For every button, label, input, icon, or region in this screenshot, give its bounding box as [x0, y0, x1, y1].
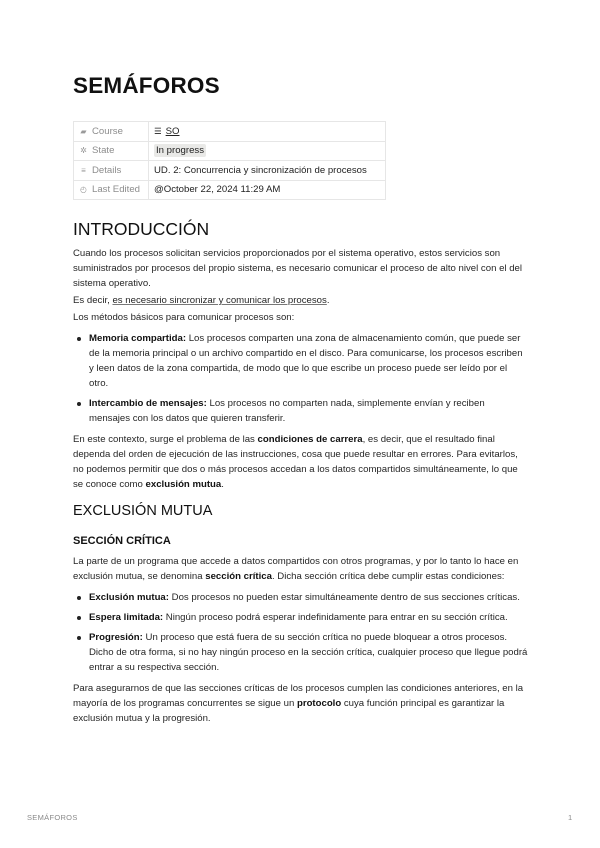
lines-icon: ≡ — [81, 165, 86, 175]
methods-list — [73, 331, 528, 426]
bullet-term: Progresión: — [89, 632, 143, 643]
text-span: . — [326, 295, 330, 306]
list-item — [73, 396, 528, 426]
bold-text: condiciones de carrera — [257, 434, 363, 445]
text-span: Es decir, — [73, 295, 113, 306]
property-key — [74, 180, 149, 200]
paragraph: Los métodos básicos para comunicar procesos son: — [73, 312, 295, 323]
exclusion-body — [73, 554, 528, 726]
clock-icon: ◴ — [80, 185, 87, 195]
text-span: Para asegurarnos de que las secciones críticas de los procesos cumplen las condiciones anteriores, en la mayoría de los programas concurrentes se sigue un — [73, 683, 524, 709]
bullet-text: Los procesos no comparten nada, simplemente envían y reciben mensajes con los datos que quieren transferir. — [89, 398, 485, 424]
section-heading-introduccion: INTRODUCCIÓN — [73, 219, 210, 239]
property-key-label: Last Edited — [92, 184, 141, 196]
property-row-course — [74, 122, 386, 142]
status-icon: ✲ — [80, 146, 87, 156]
course-link[interactable]: SO — [165, 125, 180, 137]
bold-text: exclusión mutua — [145, 479, 222, 490]
bullet-text: Ningún proceso podrá esperar indefinidamente para entrar en su sección crítica. — [163, 612, 508, 623]
book-icon: ▰ — [80, 126, 87, 136]
text-span: cuya función principal es garantizar la exclusión mutua y la progresión. — [73, 698, 505, 724]
property-key — [74, 161, 149, 181]
text-span: La parte de un programa que accede a datos compartidos con otros programas, y por lo tanto lo hace en exclusión mutua, se denomina — [73, 556, 519, 582]
paragraph — [73, 432, 528, 492]
page-number: 1 — [568, 813, 573, 822]
property-value[interactable]: UD. 2: Concurrencia y sincronización de procesos — [149, 161, 386, 181]
list-item — [73, 610, 528, 625]
bullet-icon — [77, 616, 81, 620]
bold-text: sección crítica — [205, 571, 272, 582]
bullet-term: Exclusión mutua: — [89, 592, 169, 603]
list-icon: ☰ — [154, 125, 162, 136]
subsection-heading-seccion-critica: SECCIÓN CRÍTICA — [73, 535, 171, 547]
bullet-icon — [77, 596, 81, 600]
property-key — [74, 141, 149, 161]
property-key — [74, 122, 149, 142]
list-item — [73, 590, 528, 605]
bullet-term: Intercambio de mensajes: — [89, 398, 207, 409]
text-span: . Dicha sección crítica debe cumplir estas condiciones: — [271, 571, 505, 582]
bullet-term: Espera limitada: — [89, 612, 164, 623]
conditions-list — [73, 590, 528, 675]
property-row-state — [74, 141, 386, 161]
bullet-text: Los procesos comparten una zona de almacenamiento común, que puede ser de la memoria principal o un archivo compartido en el disco. Para comunicarse, los procesos escriben y leen datos de la zona compartida, de modo que lo que escribe un proceso puede ser leído por el otro. — [89, 333, 523, 389]
paragraph — [73, 293, 528, 308]
list-item — [73, 331, 528, 391]
property-row-last-edited — [74, 180, 386, 200]
bullet-text: Dos procesos no pueden estar simultáneamente dentro de sus secciones críticas. — [168, 592, 520, 603]
text-span: En este contexto, surge el problema de las — [73, 434, 258, 445]
paragraph — [73, 554, 528, 584]
property-key-label: State — [92, 145, 115, 157]
property-value: @October 22, 2024 11:29 AM — [149, 180, 386, 200]
property-value[interactable] — [149, 141, 386, 161]
text-span: , es decir, que el resultado final dependa del orden de ejecución de las instrucciones, cosa que puede resultar en errores. Para evitarlos, no podemos permitir que dos o más procesos accedan a los datos compartidos simultáneamente, lo que se conoce como — [73, 434, 518, 490]
bullet-icon — [77, 337, 81, 341]
property-value[interactable] — [149, 122, 386, 142]
text-span: . — [221, 479, 224, 490]
bold-text: protocolo — [296, 698, 342, 709]
footer-title: SEMÁFOROS — [27, 813, 78, 822]
underlined-text: es necesario sincronizar y comunicar los procesos — [112, 295, 327, 306]
bullet-icon — [77, 402, 81, 406]
properties-table — [73, 121, 386, 200]
intro-body — [73, 246, 528, 492]
page-title: SEMÁFOROS — [73, 73, 220, 98]
bullet-icon — [77, 636, 81, 640]
status-badge[interactable]: In progress — [156, 145, 204, 157]
section-heading-exclusion-mutua: EXCLUSIÓN MUTUA — [73, 503, 213, 519]
property-key-label: Course — [92, 125, 123, 137]
list-item — [73, 630, 528, 675]
bullet-term: Memoria compartida: — [89, 333, 187, 344]
paragraph: Cuando los procesos solicitan servicios proporcionados por el sistema operativo, estos servicios son suministrados por procesos del propio sistema, es necesario comunicar el proceso de alto nivel con el del sistema operativo. — [73, 248, 523, 289]
paragraph — [73, 681, 528, 726]
property-row-details — [74, 161, 386, 181]
property-key-label: Details — [92, 164, 122, 176]
bullet-text: Un proceso que está fuera de su sección crítica no puede bloquear a otros procesos. Dicho de otra forma, si no hay ningún proceso en la sección crítica, cualquier proceso que llegue podrá entrar a su respectiva sección. — [89, 632, 528, 673]
